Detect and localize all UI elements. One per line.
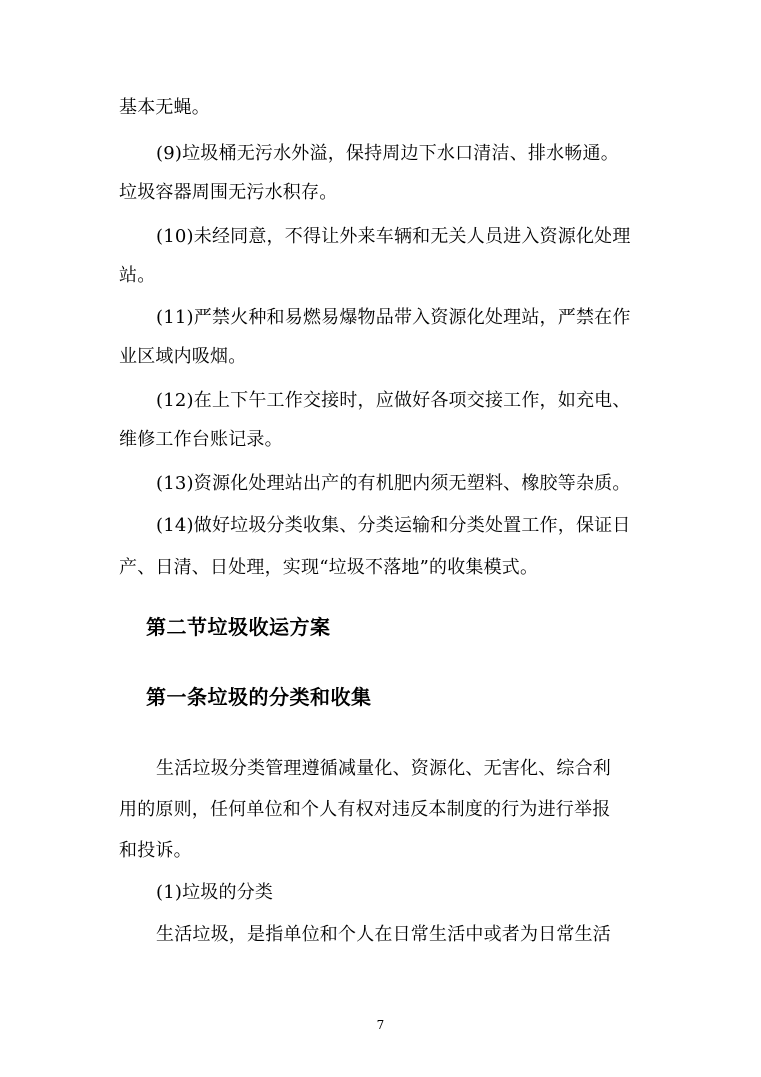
text-line: 维修工作台账记录。 [119,429,283,450]
text-line: 和投诉。 [119,840,192,861]
text-line: 基本无蝇。 [119,97,210,118]
page-number: 7 [376,1018,385,1032]
text-line: (9)垃圾桶无污水外溢，保持周边下水口清洁、排水畅通。 [156,143,619,164]
text-line: (12)在上下午工作交接时，应做好各项交接工作，如充电、 [156,390,631,411]
text-line: 产、日清、日处理，实现“垃圾不落地”的收集模式。 [119,557,539,578]
text-line: (13)资源化处理站出产的有机肥内须无塑料、橡胶等杂质。 [156,473,631,494]
text-line: (14)做好垃圾分类收集、分类运输和分类处置工作，保证日 [156,515,631,536]
text-line: 业区域内吸烟。 [119,346,247,367]
text-line: 生活垃圾，是指单位和个人在日常生活中或者为日常生活 [156,924,611,945]
article-heading: 第一条垃圾的分类和收集 [146,685,372,709]
text-line: 站。 [119,265,156,286]
text-line: 垃圾容器周围无污水积存。 [119,182,338,203]
text-line: 生活垃圾分类管理遵循减量化、资源化、无害化、综合利 [156,758,611,779]
section-heading: 第二节垃圾收运方案 [146,615,331,639]
text-line: 用的原则，任何单位和个人有权对违反本制度的行为进行举报 [119,799,611,820]
text-line: (1)垃圾的分类 [156,882,274,903]
text-line: (10)未经同意，不得让外来车辆和无关人员进入资源化处理 [156,226,631,247]
text-line: (11)严禁火种和易燃易爆物品带入资源化处理站，严禁在作 [156,307,631,328]
